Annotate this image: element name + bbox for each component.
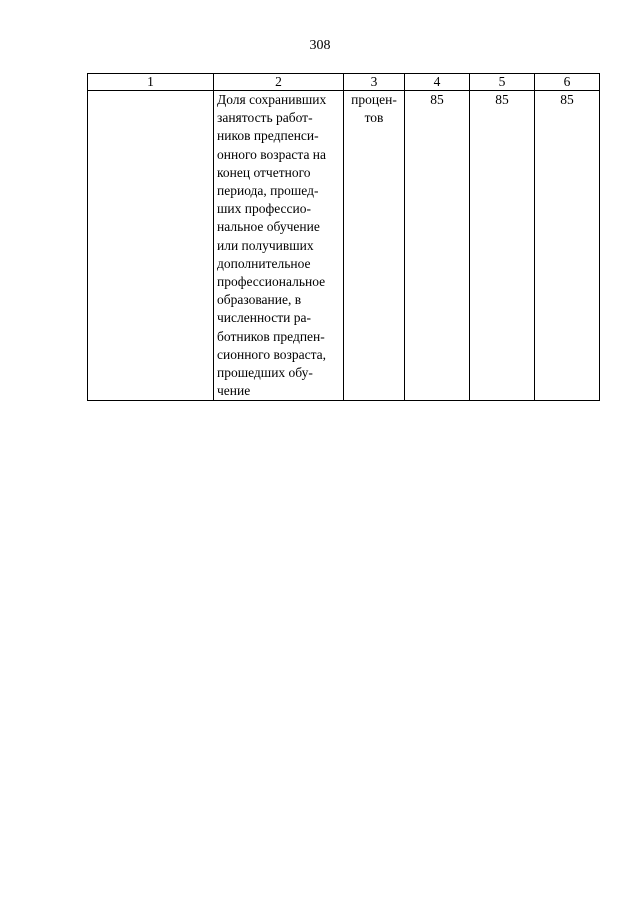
- indicator-line: чение: [217, 383, 251, 399]
- header-cell-4: 4: [405, 74, 470, 91]
- indicator-line: периода, прошед-: [217, 183, 319, 199]
- indicator-line: нальное обучение: [217, 219, 320, 235]
- unit-line: процен-: [351, 92, 397, 107]
- table-header-row: [88, 74, 600, 91]
- indicator-line: Доля сохранивших: [217, 92, 327, 107]
- header-cell-3: 3: [344, 74, 405, 91]
- unit-line: тов: [364, 110, 384, 126]
- header-cell-6: 6: [535, 74, 600, 91]
- indicator-line: конец отчетного: [217, 164, 311, 180]
- indicator-line: прошедших обу-: [217, 365, 313, 381]
- row-cell-value-5: 85: [470, 91, 535, 401]
- row-cell-value-6: 85: [535, 91, 600, 401]
- page-number: 308: [309, 38, 331, 53]
- indicator-line: образование, в: [217, 292, 302, 308]
- indicator-line: или получивших: [217, 237, 314, 253]
- indicator-line: ботников предпен-: [217, 328, 325, 344]
- indicator-line: ших профессио-: [217, 201, 311, 217]
- indicator-table: [87, 73, 600, 401]
- header-cell-1: 1: [88, 74, 214, 91]
- header-cell-2: 2: [214, 74, 344, 91]
- table-row: [88, 91, 600, 401]
- indicator-line: профессиональное: [217, 274, 326, 290]
- indicator-line: онного возраста на: [217, 146, 327, 162]
- indicator-line: сионного возраста,: [217, 346, 327, 362]
- indicator-line: дополнительное: [217, 255, 311, 271]
- row-cell-unit: [344, 91, 405, 401]
- indicator-line: занятость работ-: [217, 110, 313, 126]
- row-cell-indicator: [214, 91, 344, 401]
- row-cell-value-4: 85: [405, 91, 470, 401]
- indicator-line: численности ра-: [217, 310, 311, 326]
- header-cell-5: 5: [470, 74, 535, 91]
- row-cell-number: [88, 91, 214, 401]
- indicator-line: ников предпенси-: [217, 128, 319, 144]
